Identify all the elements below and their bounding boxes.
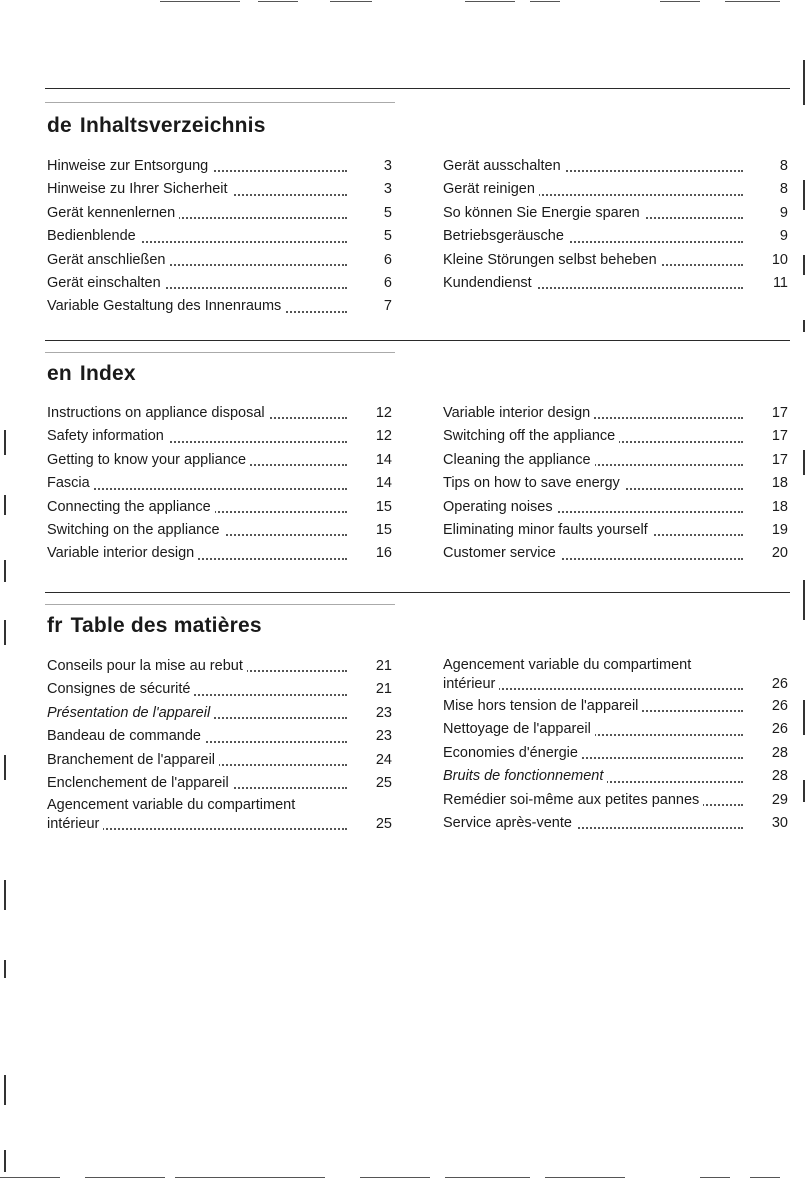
edge-mark — [803, 320, 805, 332]
toc-entry[interactable] — [443, 225, 788, 248]
top-scan-artifact — [660, 1, 700, 2]
edge-mark — [4, 430, 6, 455]
entry-page: 17 — [771, 451, 788, 468]
bottom-scan-artifact — [700, 1177, 730, 1178]
entry-label: Mise hors tension de l'appareil — [443, 698, 642, 714]
edge-mark — [803, 700, 805, 735]
entry-label: Consignes de sécurité — [47, 681, 194, 697]
edge-mark — [803, 180, 805, 210]
toc-entry[interactable] — [47, 295, 392, 318]
toc-entry[interactable] — [443, 655, 788, 695]
toc-column-right — [443, 155, 788, 295]
entry-label: Enclenchement de l'appareil — [47, 775, 233, 791]
toc-entry[interactable] — [443, 472, 788, 495]
entry-label: Gerät kennenlernen — [47, 205, 179, 221]
toc-entry[interactable] — [443, 272, 788, 295]
section-rule — [45, 592, 790, 593]
entry-label: Remédier soi-même aux petites pannes — [443, 792, 703, 808]
toc-column-right — [443, 655, 788, 835]
edge-mark — [4, 880, 6, 910]
entry-label-line1: Agencement variable du compartiment — [47, 797, 296, 814]
toc-entry[interactable] — [47, 272, 392, 295]
section-title: Table des matières — [70, 614, 262, 637]
top-scan-artifact — [530, 1, 560, 2]
entry-page: 6 — [383, 274, 392, 291]
entry-page: 3 — [383, 181, 392, 198]
toc-entry[interactable] — [47, 155, 392, 178]
section-heading — [47, 362, 136, 386]
edge-mark — [4, 1150, 6, 1172]
entry-page: 15 — [375, 521, 392, 538]
toc-entry[interactable] — [47, 542, 392, 565]
toc-entry[interactable] — [443, 812, 788, 835]
entry-label: Service après-vente — [443, 815, 576, 831]
entry-label: Kundendienst — [443, 275, 536, 291]
entry-label: Variable Gestaltung des Innenraums — [47, 298, 285, 314]
entry-page: 10 — [771, 251, 788, 268]
entry-page: 9 — [779, 228, 788, 245]
toc-entry[interactable] — [443, 695, 788, 718]
bottom-scan-artifact — [175, 1177, 325, 1178]
toc-entry[interactable] — [47, 749, 392, 772]
toc-column-right — [443, 402, 788, 566]
entry-page: 14 — [375, 451, 392, 468]
entry-label: Bruits de fonctionnement — [443, 768, 607, 784]
toc-entry[interactable] — [47, 225, 392, 248]
entry-page: 24 — [375, 751, 392, 768]
entry-label: Safety information — [47, 428, 168, 444]
section-rule — [45, 88, 790, 89]
entry-label: So können Sie Energie sparen — [443, 205, 644, 221]
toc-entry[interactable] — [443, 765, 788, 788]
entry-page: 8 — [779, 181, 788, 198]
entry-page: 30 — [771, 814, 788, 831]
entry-label: Connecting the appliance — [47, 499, 215, 515]
toc-entry[interactable] — [47, 425, 392, 448]
entry-label: Economies d'énergie — [443, 745, 582, 761]
entry-label: Cleaning the appliance — [443, 452, 595, 468]
entry-label: Switching off the appliance — [443, 428, 619, 444]
entry-page: 28 — [771, 768, 788, 785]
entry-label: Gerät reinigen — [443, 181, 539, 197]
section-title: Inhaltsverzeichnis — [79, 114, 266, 137]
entry-page: 9 — [779, 204, 788, 221]
toc-entry[interactable] — [443, 742, 788, 765]
top-scan-artifact — [330, 1, 372, 2]
section-rule — [45, 340, 790, 341]
entry-label: Nettoyage de l'appareil — [443, 721, 595, 737]
edge-mark — [4, 620, 6, 645]
section-subrule — [45, 604, 395, 605]
entry-label-line1: Agencement variable du compartiment — [443, 657, 692, 673]
entry-label: Kleine Störungen selbst beheben — [443, 252, 661, 268]
entry-page: 11 — [772, 274, 788, 291]
edge-mark — [4, 1075, 6, 1105]
entry-label: Switching on the appliance — [47, 522, 224, 538]
toc-entry[interactable] — [443, 496, 788, 519]
entry-label: Conseils pour la mise au rebut — [47, 658, 247, 674]
toc-entry[interactable] — [443, 202, 788, 225]
entry-label: Bandeau de commande — [47, 728, 205, 744]
entry-page: 21 — [375, 681, 392, 698]
entry-label: Fascia — [47, 475, 94, 491]
toc-entry[interactable] — [443, 542, 788, 565]
entry-label: Gerät ausschalten — [443, 158, 565, 174]
toc-entry[interactable] — [47, 402, 392, 425]
entry-page: 23 — [375, 704, 392, 721]
toc-entry[interactable] — [47, 655, 392, 678]
toc-entry[interactable] — [47, 202, 392, 225]
entry-page: 26 — [771, 698, 788, 714]
entry-page: 17 — [771, 405, 788, 421]
entry-label: intérieur — [47, 816, 103, 832]
toc-entry[interactable] — [443, 155, 788, 178]
section-heading — [47, 114, 266, 138]
toc-entry[interactable] — [47, 496, 392, 519]
edge-mark — [803, 255, 805, 275]
bottom-scan-artifact — [445, 1177, 530, 1178]
entry-page: 19 — [771, 521, 788, 538]
section-heading — [47, 614, 262, 638]
toc-entry[interactable] — [443, 789, 788, 812]
bottom-scan-artifact — [750, 1177, 780, 1178]
entry-page: 6 — [383, 251, 392, 268]
entry-page: 3 — [383, 158, 392, 174]
entry-label: intérieur — [443, 676, 499, 692]
toc-entry[interactable] — [47, 702, 392, 725]
toc-entry[interactable] — [443, 449, 788, 472]
entry-page: 23 — [375, 728, 392, 745]
bottom-scan-artifact — [360, 1177, 430, 1178]
entry-page: 15 — [375, 498, 392, 515]
toc-column-left — [47, 402, 392, 566]
language-code: en — [47, 362, 72, 385]
section-title: Index — [79, 362, 136, 385]
entry-label: Hinweise zu Ihrer Sicherheit — [47, 181, 232, 197]
entry-page: 12 — [375, 428, 392, 445]
entry-label: Présentation de l'appareil — [47, 705, 214, 721]
toc-entry[interactable] — [47, 678, 392, 701]
entry-page: 12 — [375, 405, 392, 421]
entry-label: Operating noises — [443, 499, 557, 515]
toc-entry[interactable] — [47, 725, 392, 748]
entry-page: 7 — [383, 298, 392, 315]
entry-label: Gerät einschalten — [47, 275, 165, 291]
entry-label: Instructions on appliance disposal — [47, 405, 269, 421]
entry-page: 25 — [375, 816, 392, 833]
bottom-scan-artifact — [85, 1177, 165, 1178]
toc-entry[interactable] — [443, 178, 788, 201]
edge-mark — [4, 560, 6, 582]
section-subrule — [45, 102, 395, 103]
toc-entry[interactable] — [47, 449, 392, 472]
entry-page: 25 — [375, 774, 392, 791]
toc-entry[interactable] — [443, 718, 788, 741]
toc-entry[interactable] — [47, 795, 392, 835]
toc-entry[interactable] — [47, 519, 392, 542]
edge-mark — [4, 960, 6, 978]
entry-page: 26 — [771, 721, 788, 738]
toc-entry[interactable] — [443, 425, 788, 448]
entry-label: Tips on how to save energy — [443, 475, 624, 491]
toc-entry[interactable] — [47, 178, 392, 201]
entry-label: Gerät anschließen — [47, 252, 169, 268]
entry-label: Getting to know your appliance — [47, 452, 250, 468]
edge-mark — [4, 495, 6, 515]
entry-page: 16 — [375, 545, 392, 562]
entry-label: Branchement de l'appareil — [47, 752, 219, 768]
toc-column-left — [47, 155, 392, 319]
entry-label: Customer service — [443, 545, 560, 561]
entry-page: 21 — [375, 658, 392, 674]
entry-page: 14 — [375, 475, 392, 492]
entry-page: 28 — [771, 744, 788, 761]
toc-entry[interactable] — [443, 402, 788, 425]
toc-entry[interactable] — [47, 472, 392, 495]
language-code: fr — [47, 614, 63, 637]
entry-label: Betriebsgeräusche — [443, 228, 568, 244]
entry-page: 17 — [771, 428, 788, 445]
entry-label: Variable interior design — [443, 405, 594, 421]
top-scan-artifact — [465, 1, 515, 2]
edge-mark — [803, 780, 805, 802]
toc-entry[interactable] — [443, 249, 788, 272]
entry-page: 18 — [771, 498, 788, 515]
toc-entry[interactable] — [47, 249, 392, 272]
entry-label: Bedienblende — [47, 228, 140, 244]
bottom-scan-artifact — [545, 1177, 625, 1178]
entry-page: 29 — [771, 791, 788, 808]
toc-entry[interactable] — [443, 519, 788, 542]
toc-entry[interactable] — [47, 772, 392, 795]
entry-page: 5 — [383, 204, 392, 221]
entry-label: Hinweise zur Entsorgung — [47, 158, 212, 174]
top-scan-artifact — [160, 1, 240, 2]
top-scan-artifact — [725, 1, 780, 2]
entry-page: 20 — [771, 545, 788, 562]
entry-page: 18 — [771, 475, 788, 492]
top-scan-artifact — [258, 1, 298, 2]
entry-label: Variable interior design — [47, 545, 198, 561]
entry-label: Eliminating minor faults yourself — [443, 522, 652, 538]
edge-mark — [4, 755, 6, 780]
entry-page: 8 — [779, 158, 788, 174]
bottom-scan-artifact — [0, 1177, 60, 1178]
entry-page: 26 — [771, 676, 788, 692]
section-subrule — [45, 352, 395, 353]
toc-column-left — [47, 655, 392, 835]
entry-page: 5 — [383, 228, 392, 245]
edge-mark — [803, 580, 805, 620]
edge-mark — [803, 450, 805, 475]
language-code: de — [47, 114, 72, 137]
edge-mark — [803, 60, 805, 105]
